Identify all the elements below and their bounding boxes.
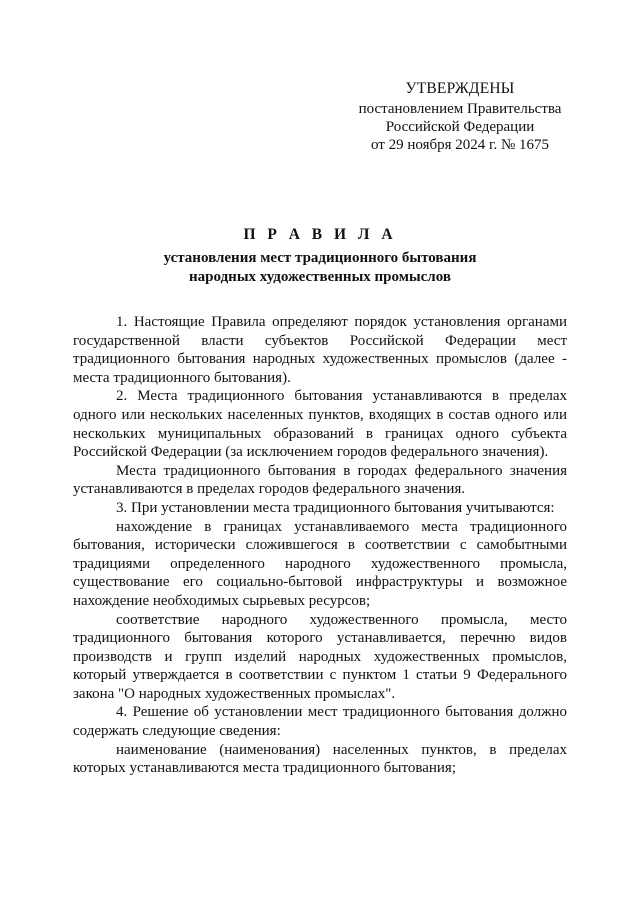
document-title: П Р А В И Л А [243,226,397,243]
paragraph-6: соответствие народного художественного промысла, место традиционного бытования которого устанавливается, перечню видов производств и групп изделий народных художественных промыслов, который утверждается в соответствии с пунктом 1 статьи 9 Федерального закона "О народных художественных промыслах". [73,611,567,702]
paragraph-3: Места традиционного бытования в городах федерального значения устанавливаются в пределах городов федерального значения. [73,462,567,498]
subtitle-line-2: народных художественных промыслов [189,268,451,285]
approval-title: УТВЕРЖДЕНЫ [405,80,515,97]
document-subtitle [60,249,580,286]
approval-line-1: постановлением Правительства [358,101,562,117]
approval-line-3: от 29 ноября 2024 г. № 1675 [370,137,550,153]
paragraph-5: нахождение в границах устанавливаемого места традиционного бытования, исторически сложившегося в соответствии с самобытными традициями определенного народного художественного промысла, существование его социально-бытовой инфраструктуры и возможное нахождение необходимых сырьевых ресурсов; [73,518,567,609]
document-body [73,313,567,778]
paragraph-1: 1. Настоящие Правила определяют порядок установления органами государственной власти субъектов Российской Федерации мест традиционного бытования народных художественных промыслов (далее - места традиционного бытования). [73,314,567,386]
approval-block [340,80,580,154]
approval-line-2: Российской Федерации [385,119,535,135]
paragraph-2: 2. Места традиционного бытования устанавливаются в пределах одного или нескольких населенных пунктов, входящих в состав одного или нескольких муниципальных образований в границах одного субъекта Российской Федерации (за исключением городов федерального значения). [73,388,567,461]
subtitle-line-1: установления мест традиционного бытования [163,250,477,266]
paragraph-8: наименование (наименования) населенных пунктов, в пределах которых устанавливаются места традиционного бытования; [73,741,567,777]
paragraph-7: 4. Решение об установлении мест традиционного бытования должно содержать следующие сведения: [73,704,567,740]
paragraph-4: 3. При установлении места традиционного бытования учитываются: [116,499,555,516]
